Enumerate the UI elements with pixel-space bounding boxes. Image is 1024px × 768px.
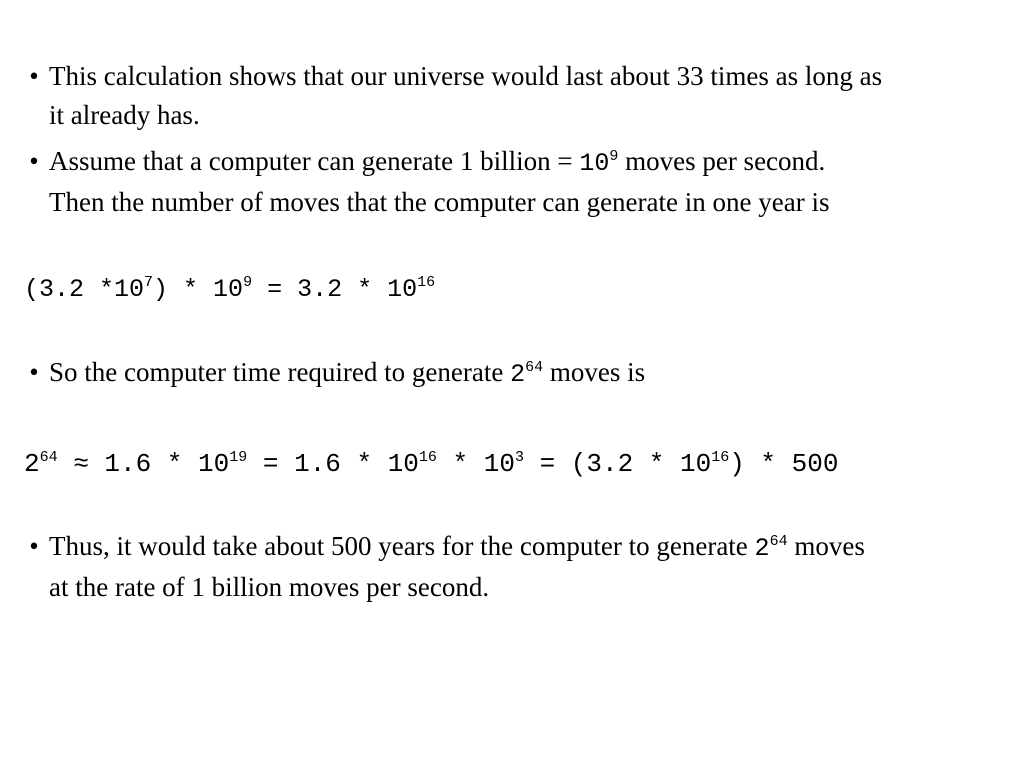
math-exponent: 9 xyxy=(609,148,619,165)
bullet-marker: • xyxy=(29,531,39,561)
text-segment: moves per second. xyxy=(618,146,826,176)
equation-total-moves xyxy=(24,447,838,481)
bullet-item-time-required xyxy=(24,353,1024,394)
text-line: Then the number of moves that the computer can generate in one year is xyxy=(49,187,830,217)
bullet-marker: • xyxy=(29,61,39,91)
text-segment: Assume that a computer can generate 1 billion = xyxy=(49,146,580,176)
equation-part: = 1.6 * 10 xyxy=(247,449,419,479)
equation-part: * 10 xyxy=(436,449,515,479)
equation-part: (3.2 *10 xyxy=(24,275,145,304)
math-exponent: 16 xyxy=(711,449,730,466)
bullet-marker: • xyxy=(29,146,39,176)
text-line: This calculation shows that our universe would last about 33 times as long as xyxy=(49,61,883,91)
bullet-marker: • xyxy=(29,357,39,387)
math-exponent: 19 xyxy=(229,449,248,466)
equation-part: ) * 10 xyxy=(153,275,244,304)
text-segment: moves xyxy=(787,531,865,561)
math-exponent: 3 xyxy=(514,449,524,466)
text-line xyxy=(49,527,1024,568)
math-power xyxy=(755,534,788,563)
text-segment: Thus, it would take about 500 years for the computer to generate xyxy=(49,531,755,561)
bullet-text xyxy=(49,142,1024,222)
equation-part: ≈ 1.6 * 10 xyxy=(57,449,230,479)
math-base: 2 xyxy=(510,360,526,389)
math-exponent: 64 xyxy=(769,533,788,550)
math-power xyxy=(510,360,543,389)
bullet-item-universe xyxy=(24,57,1024,135)
bullet-text xyxy=(49,57,1024,135)
bullet-text xyxy=(49,527,1024,607)
text-segment: moves is xyxy=(543,357,646,387)
math-exponent: 64 xyxy=(525,359,544,376)
math-base: 2 xyxy=(754,534,770,563)
equation-part: = (3.2 * 10 xyxy=(523,449,712,479)
math-exponent: 16 xyxy=(417,274,436,291)
equation-part: = 3.2 * 10 xyxy=(252,275,418,304)
math-exponent: 64 xyxy=(39,449,58,466)
equation-moves-per-year xyxy=(24,273,435,307)
text-line: at the rate of 1 billion moves per second. xyxy=(49,572,490,602)
math-exponent: 9 xyxy=(243,274,253,291)
math-exponent: 7 xyxy=(144,274,154,291)
bullet-item-conclusion xyxy=(24,527,1024,607)
math-base: 10 xyxy=(579,149,610,178)
text-line xyxy=(49,353,1024,394)
equation-part: ) * 500 xyxy=(729,449,839,479)
text-line: it already has. xyxy=(49,100,200,130)
equation-part: 2 xyxy=(24,449,40,479)
math-exponent: 16 xyxy=(418,449,437,466)
text-segment: So the computer time required to generate xyxy=(49,357,511,387)
bullet-item-computer-speed xyxy=(24,142,1024,222)
bullet-text xyxy=(49,353,1024,394)
text-line xyxy=(49,142,1024,183)
math-power xyxy=(579,149,618,178)
